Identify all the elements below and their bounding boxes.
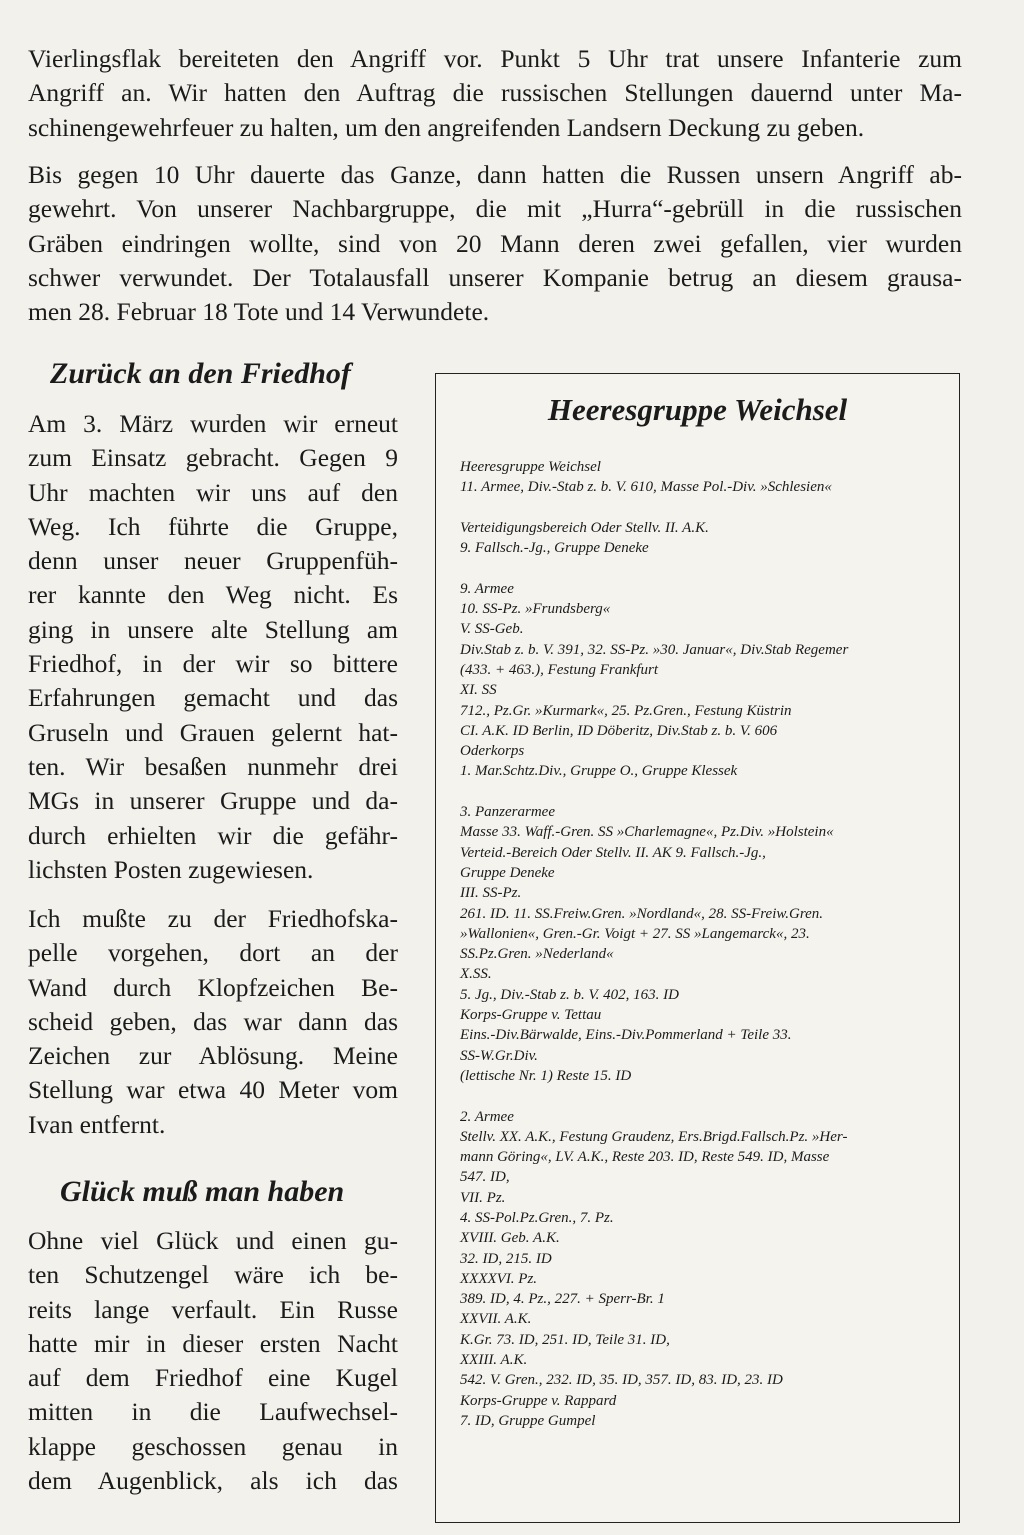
list-item: 261. ID. 11. SS.Freiw.Gren. »Nordland«, 28. SS-Freiw.Gren. bbox=[460, 905, 824, 922]
list-item: SS.Pz.Gren. »Nederland« bbox=[460, 946, 614, 963]
list-spacer bbox=[460, 1086, 950, 1106]
list-item: K.Gr. 73. ID, 251. ID, Teile 31. ID, bbox=[460, 1331, 670, 1348]
text-line: schwer verwundet. Der Totalausfall unserer Kompanie betrug an diesem grausa- bbox=[28, 262, 962, 292]
text-line: reits lange verfault. Ein Russe bbox=[28, 1294, 398, 1324]
list-item: X.SS. bbox=[460, 966, 492, 983]
text-line: Vierlingsflak bereiteten den Angriff vor. Punkt 5 Uhr trat unsere Infanterie zum bbox=[28, 44, 962, 73]
text-line: gewehrt. Von unserer Nachbargruppe, die mit „Hurra“-gebrüll in die russischen bbox=[28, 194, 962, 224]
text-line: durch erhielten wir die gefähr- bbox=[28, 820, 398, 850]
list-item: Div.Stab z. b. V. 391, 32. SS-Pz. »30. Januar«, Div.Stab Regemer bbox=[460, 641, 849, 658]
list-item: XVIII. Geb. A.K. bbox=[460, 1230, 560, 1247]
list-item: mann Göring«, LV. A.K., Reste 203. ID, Reste 549. ID, Masse bbox=[460, 1149, 830, 1166]
list-item: 4. SS-Pol.Pz.Gren., 7. Pz. bbox=[460, 1209, 614, 1226]
list-item: Masse 33. Waff.-Gren. SS »Charlemagne«, Pz.Div. »Holstein« bbox=[460, 824, 834, 841]
text-line: Ich mußte zu der Friedhofska- bbox=[28, 904, 398, 933]
paragraph-attack-repelled bbox=[28, 158, 962, 329]
text-line: Angriff an. Wir hatten den Auftrag die russischen Stellungen dauernd unter Ma- bbox=[28, 78, 962, 108]
list-item: V. SS-Geb. bbox=[460, 621, 524, 638]
text-line: Zeichen zur Ablösung. Meine bbox=[28, 1041, 398, 1071]
text-line: schinengewehrfeuer zu halten, um den angreifenden Landsern Deckung zu geben. bbox=[28, 112, 865, 142]
list-item: Verteid.-Bereich Oder Stellv. II. AK 9. Fallsch.-Jg., bbox=[460, 844, 766, 861]
list-item: Eins.-Div.Bärwalde, Eins.-Div.Pommerland + Teile 33. bbox=[460, 1027, 792, 1044]
text-line: lichsten Posten zugewiesen. bbox=[28, 854, 314, 884]
section-heading-friedhof: Zurück an den Friedhof bbox=[50, 357, 351, 390]
list-item: 7. ID, Gruppe Gumpel bbox=[460, 1412, 596, 1429]
text-line: pelle vorgehen, dort an der bbox=[28, 938, 398, 968]
text-line: rer kannte den Weg nicht. Es bbox=[28, 580, 398, 610]
list-item: Heeresgruppe Weichsel bbox=[460, 459, 601, 475]
list-item: III. SS-Pz. bbox=[460, 885, 522, 902]
text-line: Bis gegen 10 Uhr dauerte das Ganze, dann hatten die Russen unsern Angriff ab- bbox=[28, 160, 962, 189]
text-line: Erfahrungen gemacht und das bbox=[28, 683, 398, 713]
paragraph-attack-start bbox=[28, 42, 962, 145]
list-item: Korps-Gruppe v. Rappard bbox=[460, 1392, 617, 1409]
text-line: klappe geschossen genau in bbox=[28, 1431, 398, 1461]
list-item: (433. + 463.), Festung Frankfurt bbox=[460, 661, 659, 678]
list-item: 712., Pz.Gr. »Kurmark«, 25. Pz.Gren., Festung Küstrin bbox=[460, 702, 792, 719]
text-line: zum Einsatz gebracht. Gegen 9 bbox=[28, 443, 398, 473]
list-spacer bbox=[460, 498, 950, 518]
text-line: Weg. Ich führte die Gruppe, bbox=[28, 511, 398, 541]
text-line: MGs in unserer Gruppe und da- bbox=[28, 786, 398, 816]
list-item: 9. Fallsch.-Jg., Gruppe Deneke bbox=[460, 540, 649, 557]
list-item: XXXXVI. Pz. bbox=[460, 1270, 538, 1287]
text-line: scheid geben, das war dann das bbox=[28, 1006, 398, 1036]
list-item: Oderkorps bbox=[460, 743, 525, 760]
list-item: XI. SS bbox=[460, 682, 497, 699]
list-item: XXVII. A.K. bbox=[460, 1311, 532, 1328]
list-item: 542. V. Gren., 232. ID, 35. ID, 357. ID, 83. ID, 23. ID bbox=[460, 1372, 783, 1389]
list-item: Korps-Gruppe v. Tettau bbox=[460, 1007, 602, 1024]
list-item: 10. SS-Pz. »Frundsberg« bbox=[460, 601, 611, 618]
text-line: Ohne viel Glück und einen gu- bbox=[28, 1226, 398, 1255]
text-line: Am 3. März wurden wir erneut bbox=[28, 409, 398, 438]
list-item: CI. A.K. ID Berlin, ID Döberitz, Div.Stab z. b. V. 606 bbox=[460, 722, 778, 739]
sidebar-box-heeresgruppe bbox=[435, 373, 960, 1523]
list-item: Gruppe Deneke bbox=[460, 864, 555, 881]
list-item: 11. Armee, Div.-Stab z. b. V. 610, Masse Pol.-Div. »Schlesien« bbox=[460, 479, 832, 496]
text-line: Gruseln und Grauen gelernt hat- bbox=[28, 717, 398, 747]
list-item: »Wallonien«, Gren.-Gr. Voigt + 27. SS »Langemarck«, 23. bbox=[460, 925, 810, 942]
list-item: 1. Mar.Schtz.Div., Gruppe O., Gruppe Klessek bbox=[460, 763, 738, 780]
list-item: 9. Armee bbox=[460, 580, 514, 597]
paragraph-glueck-1 bbox=[28, 1224, 398, 1498]
list-item: Stellv. XX. A.K., Festung Graudenz, Ers.Brigd.Fallsch.Pz. »Her- bbox=[460, 1128, 848, 1145]
text-line: hatte mir in dieser ersten Nacht bbox=[28, 1328, 398, 1358]
section-heading-glueck: Glück muß man haben bbox=[60, 1175, 345, 1208]
list-item: 5. Jg., Div.-Stab z. b. V. 402, 163. ID bbox=[460, 986, 680, 1003]
list-item: (lettische Nr. 1) Reste 15. ID bbox=[460, 1067, 632, 1084]
list-item: VII. Pz. bbox=[460, 1189, 506, 1206]
text-line: Stellung war etwa 40 Meter vom bbox=[28, 1075, 398, 1105]
text-line: auf dem Friedhof eine Kugel bbox=[28, 1363, 398, 1393]
text-line: denn unser neuer Gruppenfüh- bbox=[28, 546, 398, 576]
paragraph-friedhof-2 bbox=[28, 902, 398, 1142]
list-item: 389. ID, 4. Pz., 227. + Sperr-Br. 1 bbox=[460, 1291, 665, 1308]
list-item: 547. ID, bbox=[460, 1169, 510, 1186]
list-spacer bbox=[460, 782, 950, 802]
paragraph-friedhof-1 bbox=[28, 407, 398, 887]
sidebar-order-of-battle-list bbox=[460, 457, 950, 1431]
text-line: dem Augenblick, als ich das bbox=[28, 1466, 398, 1496]
list-spacer bbox=[460, 558, 950, 578]
text-line: mitten in die Laufwechsel- bbox=[28, 1397, 398, 1427]
text-line: ten Schutzengel wäre ich be- bbox=[28, 1260, 398, 1290]
text-line: Gräben eindringen wollte, sind von 20 Mann deren zwei gefallen, vier wurden bbox=[28, 228, 962, 258]
text-line: Ivan entfernt. bbox=[28, 1109, 166, 1139]
text-line: ging in unsere alte Stellung am bbox=[28, 614, 398, 644]
text-line: Wand durch Klopfzeichen Be- bbox=[28, 972, 398, 1002]
list-item: XXIII. A.K. bbox=[460, 1352, 528, 1369]
list-item: 2. Armee bbox=[460, 1108, 514, 1125]
text-line: ten. Wir besaßen nunmehr drei bbox=[28, 751, 398, 781]
list-item: 32. ID, 215. ID bbox=[460, 1250, 552, 1267]
list-item: SS-W.Gr.Div. bbox=[460, 1047, 538, 1064]
text-line: men 28. Februar 18 Tote und 14 Verwundete. bbox=[28, 297, 490, 327]
text-line: Friedhof, in der wir so bittere bbox=[28, 649, 398, 679]
text-line: Uhr machten wir uns auf den bbox=[28, 477, 398, 507]
list-item: 3. Panzerarmee bbox=[460, 804, 555, 821]
sidebar-title: Heeresgruppe Weichsel bbox=[547, 392, 848, 427]
list-item: Verteidigungsbereich Oder Stellv. II. A.K. bbox=[460, 519, 709, 536]
